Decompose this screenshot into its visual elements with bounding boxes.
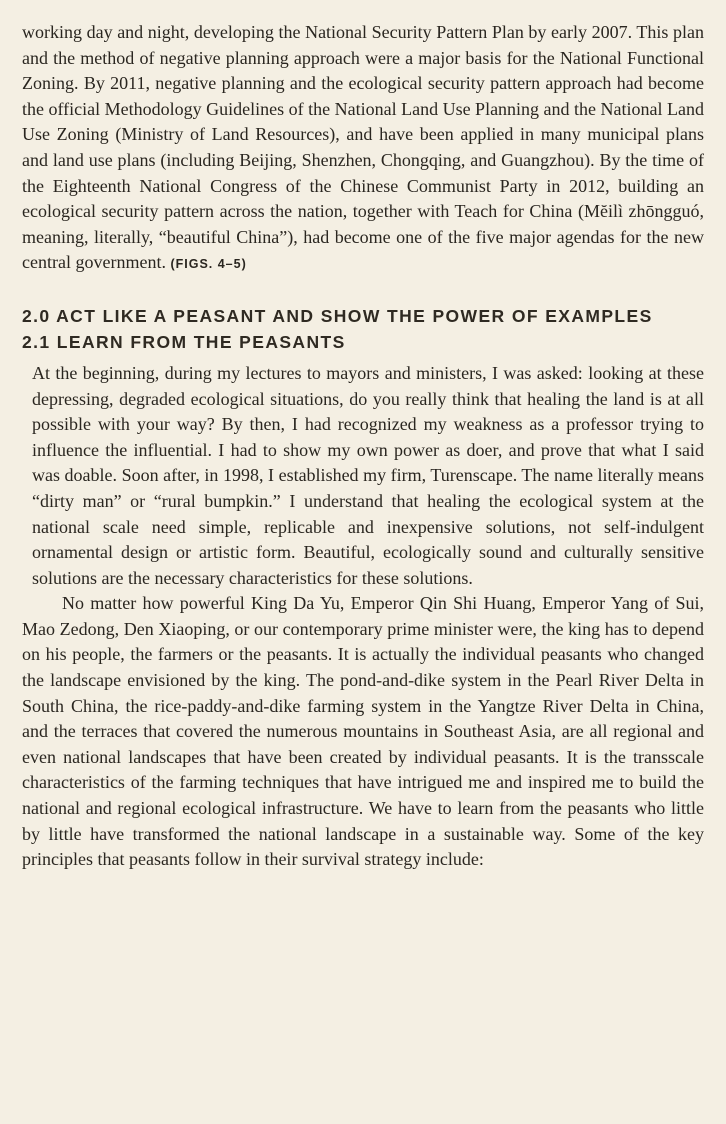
section-headings <box>22 303 704 355</box>
figure-reference: (FIGS. 4–5) <box>170 257 247 272</box>
intro-paragraph <box>22 20 704 278</box>
body-paragraph-2: No matter how powerful King Da Yu, Emperor Qin Shi Huang, Emperor Yang of Sui, Mao Zedong, Den Xiaoping, or our contemporary prime minister were, the king has to depend on his people, the farmers or the peasants. It is actually the individual peasants who changed the landscape envisioned by the king. The pond-and-dike system in the Pearl River Delta in South China, the rice-paddy-and-dike farming system in the Yangtze River Delta in China, and the terraces that covered the numerous mountains in Southeast Asia, are all regional and even national landscapes that have been created by individual peasants. It is the transscale characteristics of the farming techniques that have intrigued me and inspired me to build the national and regional ecological infrastructure. We have to learn from the peasants who little by little have transformed the national landscape in a sustainable way. Some of the key principles that peasants follow in their survival strategy include: <box>22 593 704 870</box>
section-heading: 2.0 ACT LIKE A PEASANT AND SHOW THE POWER OF EXAMPLES <box>22 305 653 326</box>
subsection-heading: 2.1 LEARN FROM THE PEASANTS <box>22 331 346 352</box>
intro-text: working day and night, developing the National Security Pattern Plan by early 2007. This plan and the method of negative planning approach were a major basis for the National Functional Zoning. By 2011, negative planning and the ecological security pattern approach had become the official Methodology Guidelines of the National Land Use Planning and the National Land Use Zoning (Ministry of Land Resources), and have been applied in many municipal plans and land use plans (including Beijing, Shenzhen, Chongqing, and Guangzhou). By the time of the Eighteenth National Congress of the Chinese Communist Party in 2012, building an ecological security pattern across the nation, together with Teach for China (Mĕilì zhōngguó, meaning, literally, “beautiful China”), had become one of the five major agendas for the new central government. <box>22 22 705 273</box>
body-paragraph-1: At the beginning, during my lectures to mayors and ministers, I was asked: looking at these depressing, degraded ecological situations, do you really think that healing the land is at all possible with your way? By then, I had recognized my weakness as a professor trying to influence the influential. I had to show my own power as doer, and prove that what I said was doable. Soon after, in 1998, I established my firm, Turenscape. The name literally means “dirty man” or “rural bumpkin.” I understand that healing the ecological system at the national scale need simple, replicable and inexpensive solutions, not self-indulgent ornamental design or artistic form. Beautiful, ecologically sound and culturally sensitive solutions are the necessary characteristics for these solutions. <box>32 362 704 588</box>
